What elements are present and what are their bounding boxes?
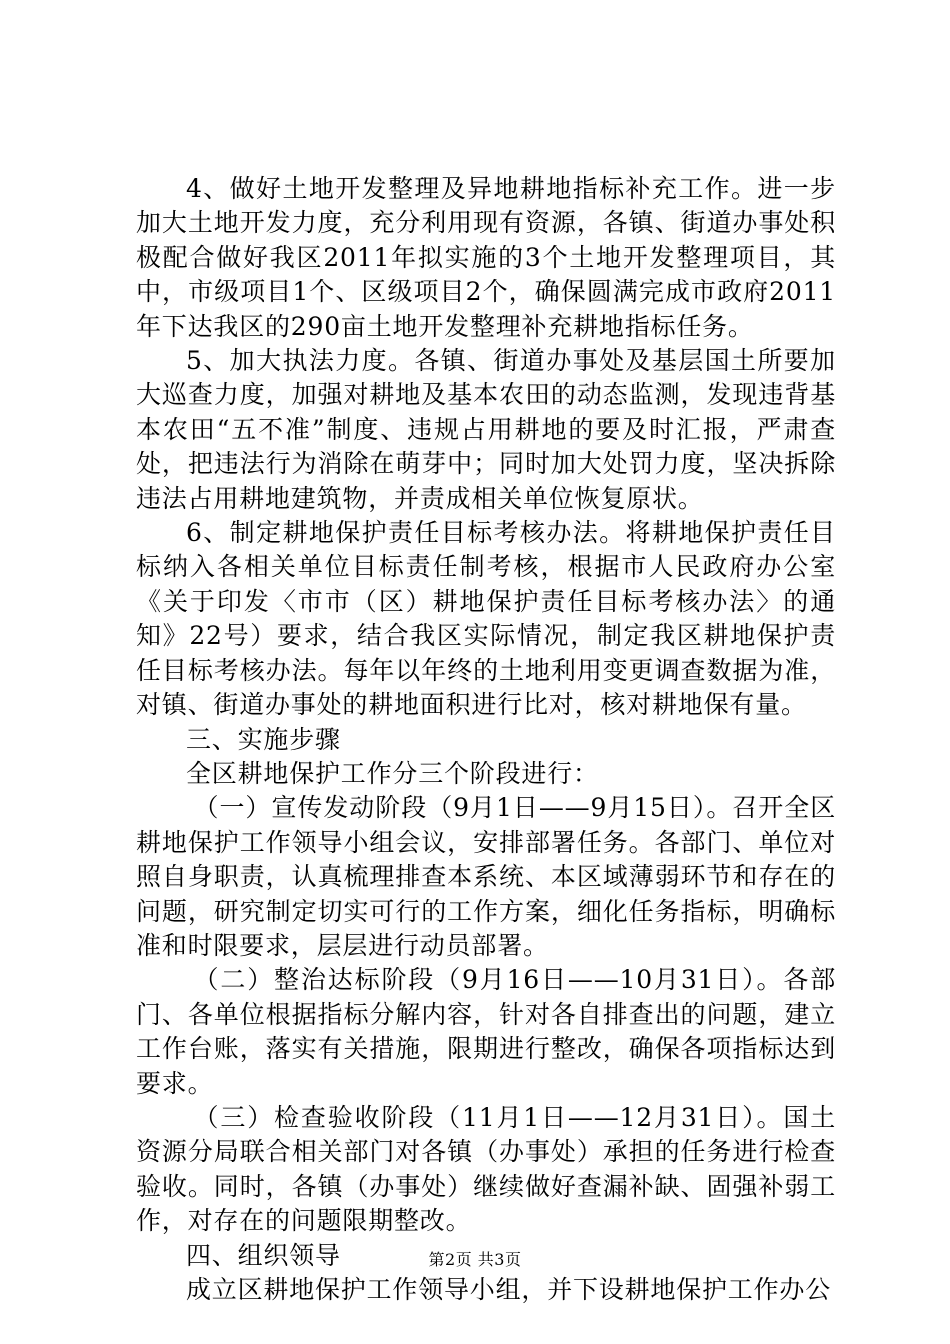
page-footer: 第2页 共3页 bbox=[428, 1250, 522, 1269]
paragraph-land-development: 4、做好土地开发整理及异地耕地指标补充工作。进一步加大土地开发力度，充分利用现有资源，各镇、街道办事处积极配合做好我区2011年拟实施的3个土地开发整理项目，其中，市级项目1个、区级项目2个，确保圆满完成市政府2011年下达我区的290亩土地开发整理补充耕地指标任务。 bbox=[136, 174, 836, 341]
paragraph-three-stages: 全区耕地保护工作分三个阶段进行： bbox=[186, 758, 599, 788]
paragraph-assessment-method: 6、制定耕地保护责任目标考核办法。将耕地保护责任目标纳入各相关单位目标责任制考核，根据市人民政府办公室《关于印发〈市市（区）耕地保护责任目标考核办法〉的通知》22号）要求，结合我区实际情况，制定我区耕地保护责任目标考核办法。每年以年终的土地利用变更调查数据为准，对镇、街道办事处的耕地面积进行比对，核对耕地保有量。 bbox=[136, 518, 836, 720]
paragraph-law-enforcement: 5、加大执法力度。各镇、街道办事处及基层国土所要加大巡查力度，加强对耕地及基本农田的动态监测，发现违背基本农田“五不准”制度、违规占用耕地的要及时汇报，严肃查处，把违法行为消除在萌芽中；同时加大处罚力度，坚决拆除违法占用耕地建筑物，并责成相关单位恢复原状。 bbox=[136, 346, 836, 513]
section-heading-leadership: 四、组织领导 bbox=[186, 1240, 341, 1270]
paragraph-stage-two: （二）整治达标阶段（9月16日——10月31日）。各部门、各单位根据指标分解内容，针对各自排查出的问题，建立工作台账，落实有关措施，限期进行整改，确保各项指标达到要求。 bbox=[136, 965, 836, 1098]
section-heading-steps: 三、实施步骤 bbox=[186, 724, 341, 754]
paragraph-leading-group: 成立区耕地保护工作领导小组，并下设耕地保护工作办公 bbox=[186, 1275, 832, 1304]
paragraph-stage-one: （一）宣传发动阶段（9月1日——9月15日）。召开全区耕地保护工作领导小组会议，安排部署任务。各部门、单位对照自身职责，认真梳理排查本系统、本区域薄弱环节和存在的问题，研究制定切实可行的工作方案，细化任务指标，明确标准和时限要求，层层进行动员部署。 bbox=[136, 793, 836, 960]
document-body bbox=[136, 172, 836, 1307]
paragraph-stage-three: （三）检查验收阶段（11月1日——12月31日）。国土资源分局联合相关部门对各镇（办事处）承担的任务进行检查验收。同时，各镇（办事处）继续做好查漏补缺、固强补弱工作，对存在的问题限期整改。 bbox=[136, 1102, 836, 1236]
